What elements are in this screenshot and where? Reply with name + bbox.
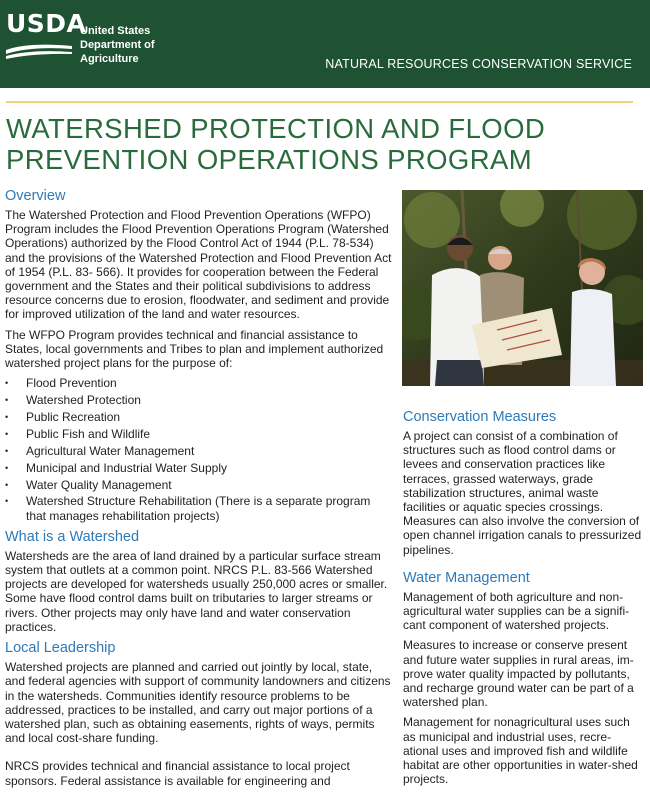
conservation-measures-heading: Conservation Measures bbox=[403, 409, 557, 425]
list-item: • Municipal and Industrial Water Supply bbox=[5, 461, 393, 475]
local-leadership-paragraph-2: NRCS provides technical and financial assistance to local project sponsors. Federal assistance is available for engineering and bbox=[5, 759, 350, 788]
dept-line-2: Department of bbox=[80, 39, 155, 51]
list-item: • Watershed Protection bbox=[5, 393, 393, 407]
left-column bbox=[5, 188, 393, 794]
list-item: • Flood Prevention bbox=[5, 376, 393, 390]
overview-heading: Overview bbox=[5, 188, 66, 204]
list-item: • Agricultural Water Management bbox=[5, 444, 393, 458]
agency-name: NATURAL RESOURCES CONSERVATION SERVICE bbox=[325, 57, 632, 71]
usda-swoosh-icon bbox=[6, 40, 72, 62]
water-management-paragraph-3: Management for nonagricultural uses such as municipal and industrial uses, recre-ational uses and improved fish and wildlife habitat are other opportunities in water-shed projects. bbox=[403, 715, 638, 787]
dept-line-3: Agriculture bbox=[80, 53, 139, 65]
conservation-measures-paragraph: A project can consist of a combination of structures such as flood control dams or levees and conservation practices like terraces, grassed waterways, grade stabilization structures, animal waste facilities or aquatic species crossings. Measures can also involve the conversion of open channel irrigation canals to pressurized pipelines. bbox=[403, 429, 642, 557]
right-column bbox=[403, 409, 643, 792]
water-management-paragraph-1: Management of both agriculture and non-agricultural water supplies can be a signifi-cant component of watershed projects. bbox=[403, 589, 630, 633]
water-management-heading: Water Management bbox=[403, 569, 530, 586]
list-item: • Water Quality Management bbox=[5, 478, 393, 492]
local-leadership-heading: Local Leadership bbox=[5, 640, 116, 657]
local-leadership-paragraph-1: Watershed projects are planned and carried out jointly by local, state, and federal agencies with support of community landowners and citizens in the watersheds. Communities identify resource problems to be addressed, practices to be installed, and carry out major portions of a watershed plan, such as obtaining easements, rights of ways, permits and local cost-share funding. bbox=[5, 660, 391, 746]
list-item: • Public Recreation bbox=[5, 410, 393, 424]
department-name bbox=[80, 24, 200, 66]
page-title bbox=[6, 113, 626, 175]
dept-line-1: United States bbox=[80, 25, 151, 37]
overview-paragraph-2: The WFPO Program provides technical and financial assistance to States, local governments and Tribes to plan and implement authorized watershed project plans for the purpose of: bbox=[5, 327, 384, 371]
title-line-1: WATERSHED PROTECTION AND FLOOD bbox=[6, 113, 546, 144]
usda-logo: USDA bbox=[6, 9, 87, 38]
purpose-list bbox=[5, 376, 393, 523]
overview-paragraph-1: The Watershed Protection and Flood Prevention Operations (WFPO) Program includes the Flood Prevention Operations Program (Watershed Operations) authorized by the Flood Control Act of 1944 (P.L. 78-534) and the provisions of the Watershed Protection and Flood Prevention Act of 1954 (P.L. 83- 566). It provides for cooperation between the Federal government and the States and their political subdivisions to address resource concerns due to erosion, floodwater, and sediment and provide for improved utilization of the land and water resources. bbox=[5, 208, 392, 322]
water-management-paragraph-2: Measures to increase or conserve present and future water supplies in rural areas, im-prove water quality impacted by pollutants, and recharge ground water can be part of a watershed plan. bbox=[403, 638, 634, 710]
title-line-2: PREVENTION OPERATIONS PROGRAM bbox=[6, 144, 533, 175]
list-item: • Watershed Structure Rehabilitation (There is a separate program that manages rehabilitation projects) bbox=[5, 494, 393, 522]
what-is-watershed-paragraph: Watersheds are the area of land drained by a particular surface stream system that outlets at a common point. NRCS P.L. 83-566 Watershed projects are developed for watersheds usually 250,000 acres or smaller. Some have flood control dams built on tributaries to larger streams or rivers. Other projects may only have land and water conservation practices. bbox=[5, 548, 388, 634]
list-item: • Public Fish and Wildlife bbox=[5, 427, 393, 441]
what-is-watershed-heading: What is a Watershed bbox=[5, 528, 140, 545]
field-photo bbox=[402, 190, 643, 386]
title-divider bbox=[6, 101, 633, 103]
header-banner bbox=[0, 0, 650, 88]
